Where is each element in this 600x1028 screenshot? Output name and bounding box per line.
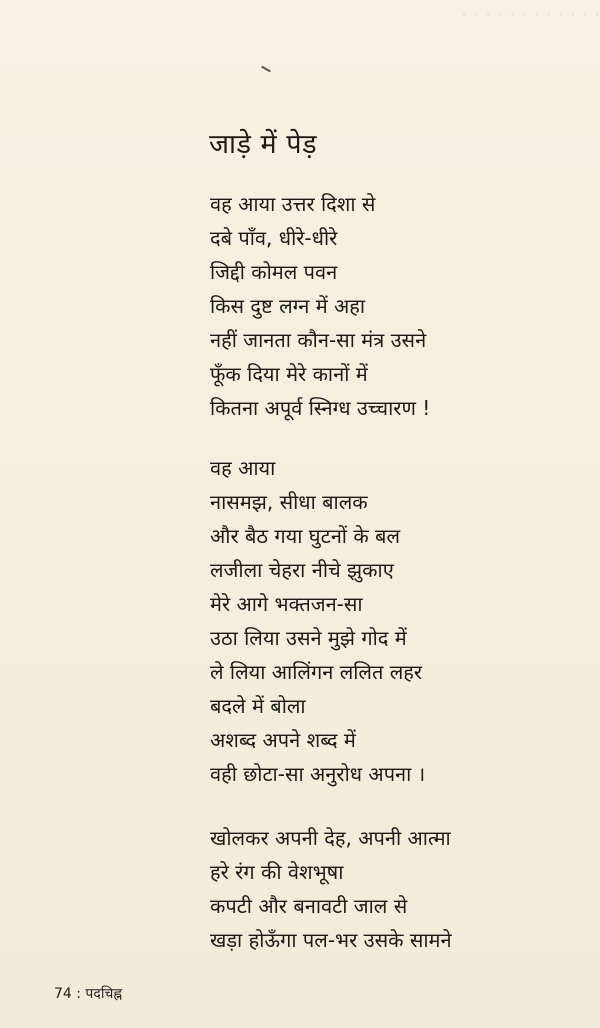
poem-line: नहीं जानता कौन-सा मंत्र उसने [210,328,427,352]
poem-line: उठा लिया उसने मुझे गोद में [210,626,407,650]
stanza-3 [210,821,452,957]
poem-line: फूँक दिया मेरे कानों में [210,362,368,386]
poem-title: जाड़े में पेड़ [209,129,318,160]
stanza-2 [210,451,425,791]
poem-line: दबे पाँव, धीरे-धीरे [210,226,338,250]
poem-line: वह आया उत्तर दिशा से [210,192,376,216]
bleed-through-texture: · · · · · · · · · · · · [461,4,600,26]
poem-line: वही छोटा-सा अनुरोध अपना । [210,762,426,786]
poem-line: खड़ा होऊँगा पल-भर उसके सामने [210,928,452,952]
poem-line: वह आया [210,456,276,480]
poem-line: किस दुष्ट लग्न में अहा [210,294,366,318]
poem-line: खोलकर अपनी देह, अपनी आत्मा [210,826,451,850]
poem-line: कितना अपूर्व स्निग्ध उच्चारण ! [210,396,431,420]
poem-line: बदले में बोला [210,694,306,718]
poem-line: हरे रंग की वेशभूषा [210,860,344,884]
poem-line: मेरे आगे भक्तजन-सा [210,592,363,616]
ink-mark [261,66,271,73]
poem-line: और बैठ गया घुटनों के बल [210,524,401,548]
poem-line: लजीला चेहरा नीचे झुकाए [210,558,394,582]
poem-line: नासमझ, सीधा बालक [210,490,368,514]
stanza-1 [210,187,430,425]
poem-line: ले लिया आलिंगन ललित लहर [210,660,423,684]
poem-line: कपटी और बनावटी जाल से [210,894,408,918]
poem-line: जिद्दी कोमल पवन [210,260,338,284]
poem-line: अशब्द अपने शब्द में [210,728,356,752]
page-number-footer: 74 : पदचिह्न [54,986,123,1002]
